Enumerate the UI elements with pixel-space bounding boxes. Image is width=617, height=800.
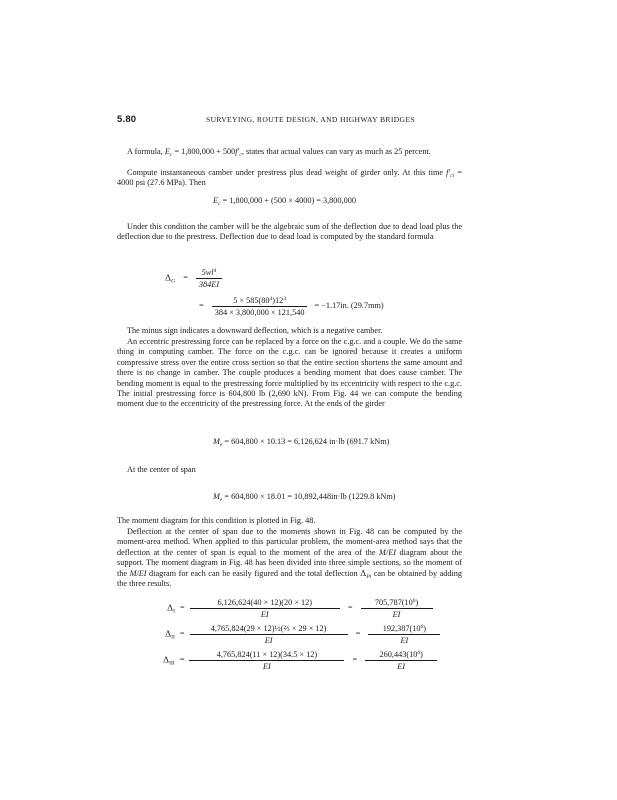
equation-delta-3: $\Delta_{III}$ = $\frac{4,765,824(11 \times 12)(34.5 \times 12)}{EI}$ = $\frac{260,443(10^6)}{EI}$ <box>163 650 437 671</box>
p1-formula: = 1,800,000 + 500 <box>174 147 236 156</box>
equation-ec: $E_c = 1,800,000 + (500 \times 4000) = 3,800,000$ <box>213 196 356 207</box>
paragraph-dead-load: Under this condition the camber will be the algebraic sum of the deflection due to dead load plus the deflection due to the prestress. Deflection due to dead load is computed by the standard formula <box>117 222 462 242</box>
paragraph-center-span: At the center of span <box>127 465 196 474</box>
eq2-numerator: 5wl <box>201 268 214 277</box>
equation-moment-ends: $M_e = 604,800 \times 10.13 = 6,126,624$ in·lb (691.7 kNm) <box>213 437 390 448</box>
paragraph-formula-ec: A formula, $E_c = 1,800,000 + 500f'_c$, states that actual values can vary as much as 25 percent. <box>127 147 431 158</box>
equation-delta-2: $\Delta_{II}$ = $\frac{\text{4,765,824(29 × 12)½(⅔ × 29 × 12)}}{EI}$ = $\frac{192,387(10^6)}{EI}$ <box>165 624 440 645</box>
paragraph-eccentric-force: An eccentric prestressing force can be replaced by a force on the c.g.c. and a couple. We do the same thing in computing camber. The force on the c.g.c. can be ignored because it creates a uniform compressive stress over the entire cross section so that the entire section shortens the same amount and there is no change in camber. The couple produces a bending moment that does cause camber. The bending moment is equal to the prestressing force multiplied by its eccentricity with respect to the c.g.c. The initial prestressing force is 604,800 lb (2,690 kN). From Fig. 44 we can compute the bending moment due to the eccentricity of the prestressing force. At the ends of the girder <box>117 337 462 409</box>
paragraph-moment-diagram: The moment diagram for this condition is plotted in Fig. 48. <box>117 516 316 525</box>
equation-dead-load-value: = $\frac{5 \times 585(80^4)12^3}{384 \times 3,800,000 \times 121,540}$ = −1.17in. (29.7mm) <box>199 296 384 317</box>
eq2-denominator: 384EI <box>198 280 220 289</box>
p1-tail: , states that actual values can vary as much as 25 percent. <box>241 147 431 156</box>
equation-dead-load-formula: $\Delta_G$ = $\frac{5wl^4}{384EI}$ <box>165 268 222 289</box>
p2-lead: Compute instantaneous camber under prestress plus dead weight of girder only. At this time <box>127 168 444 177</box>
eq1-lhs: E <box>213 196 219 205</box>
paragraph-camber-compute: Compute instantaneous camber under prestress plus dead weight of girder only. At this time $f'_{ci} = 4000$ psi (27.6 MPa). Then <box>117 168 463 188</box>
p2-formula: = 4000 psi (27.6 MPa). Then <box>117 168 463 188</box>
equation-moment-center: $M_e = 604,800 \times 18.01 = 10,892,448in\cdot lb$ (1229.8 kNm) <box>213 492 396 503</box>
paragraph-moment-area: Deflection at the center of span due to the moments shown in Fig. 48 can be computed by the moment-area method. When applied to this particular problem, the moment-area method says that the deflection at the center of span is equal to the moment of the area of the M/EI diagram about the support. The moment diagram in Fig. 48 has been divided into three simple sections, so the moment of the M/EI diagram for each can be easily figured and the total deflection $\Delta_{Pi}$ can be obtained by adding the three results. <box>117 527 463 589</box>
equation-delta-1: $\Delta_I$ = $\frac{6,126,624(40 \times 12)(20 \times 12)}{EI}$ = $\frac{705,787(10^6)}{EI}$ <box>167 598 433 619</box>
eq2-result: = −1.17in. (29.7mm) <box>314 301 384 311</box>
eq1-rhs: = 1,800,000 + (500 × 4000) = 3,800,000 <box>222 196 356 205</box>
p1-lead: A formula, <box>127 147 163 156</box>
paragraph-minus-sign: The minus sign indicates a downward deflection, which is a negative camber. <box>127 326 383 335</box>
page-number: 5.80 <box>117 114 137 125</box>
running-title: SURVEYING, ROUTE DESIGN, AND HIGHWAY BRIDGES <box>206 115 415 124</box>
